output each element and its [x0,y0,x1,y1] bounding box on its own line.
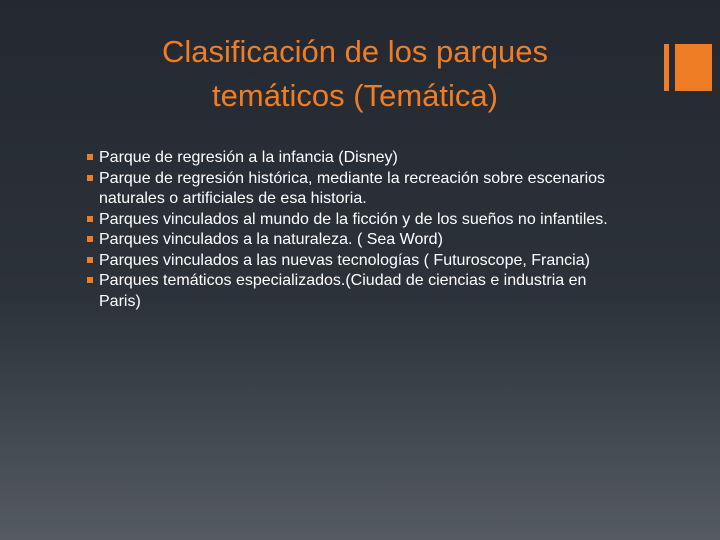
square-bullet-icon [87,154,93,160]
bullet-text: Parque de regresión histórica, mediante la recreación sobre escenarios naturales o artificiales de esa historia. [99,169,606,207]
bullet-text: Parques vinculados al mundo de la ficción y de los sueños no infantiles. [99,210,608,228]
accent-thick-bar [675,44,712,91]
bullet-text: Parques vinculados a las nuevas tecnologías ( Futuroscope, Francia) [99,251,590,269]
bullet-item [87,148,627,169]
bullet-text: Parques vinculados a la naturaleza. ( Sea Word) [99,231,443,248]
slide-title: Clasificación de los parques temáticos (Temática) [162,34,548,113]
bullet-item [87,230,627,251]
square-bullet-icon [87,175,93,181]
square-bullet-icon [87,236,93,242]
bullet-item [87,251,627,272]
bullet-text: Parques temáticos especializados.(Ciudad de ciencias e industria en Paris) [99,272,587,310]
square-bullet-icon [87,216,93,222]
square-bullet-icon [87,257,93,263]
bullet-list [87,148,627,312]
bullet-item [87,169,627,210]
accent-thin-bar [664,44,669,91]
square-bullet-icon [87,277,93,283]
bullet-text: Parque de regresión a la infancia (Disney) [99,149,398,166]
bullet-item [87,271,627,312]
bullet-item [87,210,627,231]
